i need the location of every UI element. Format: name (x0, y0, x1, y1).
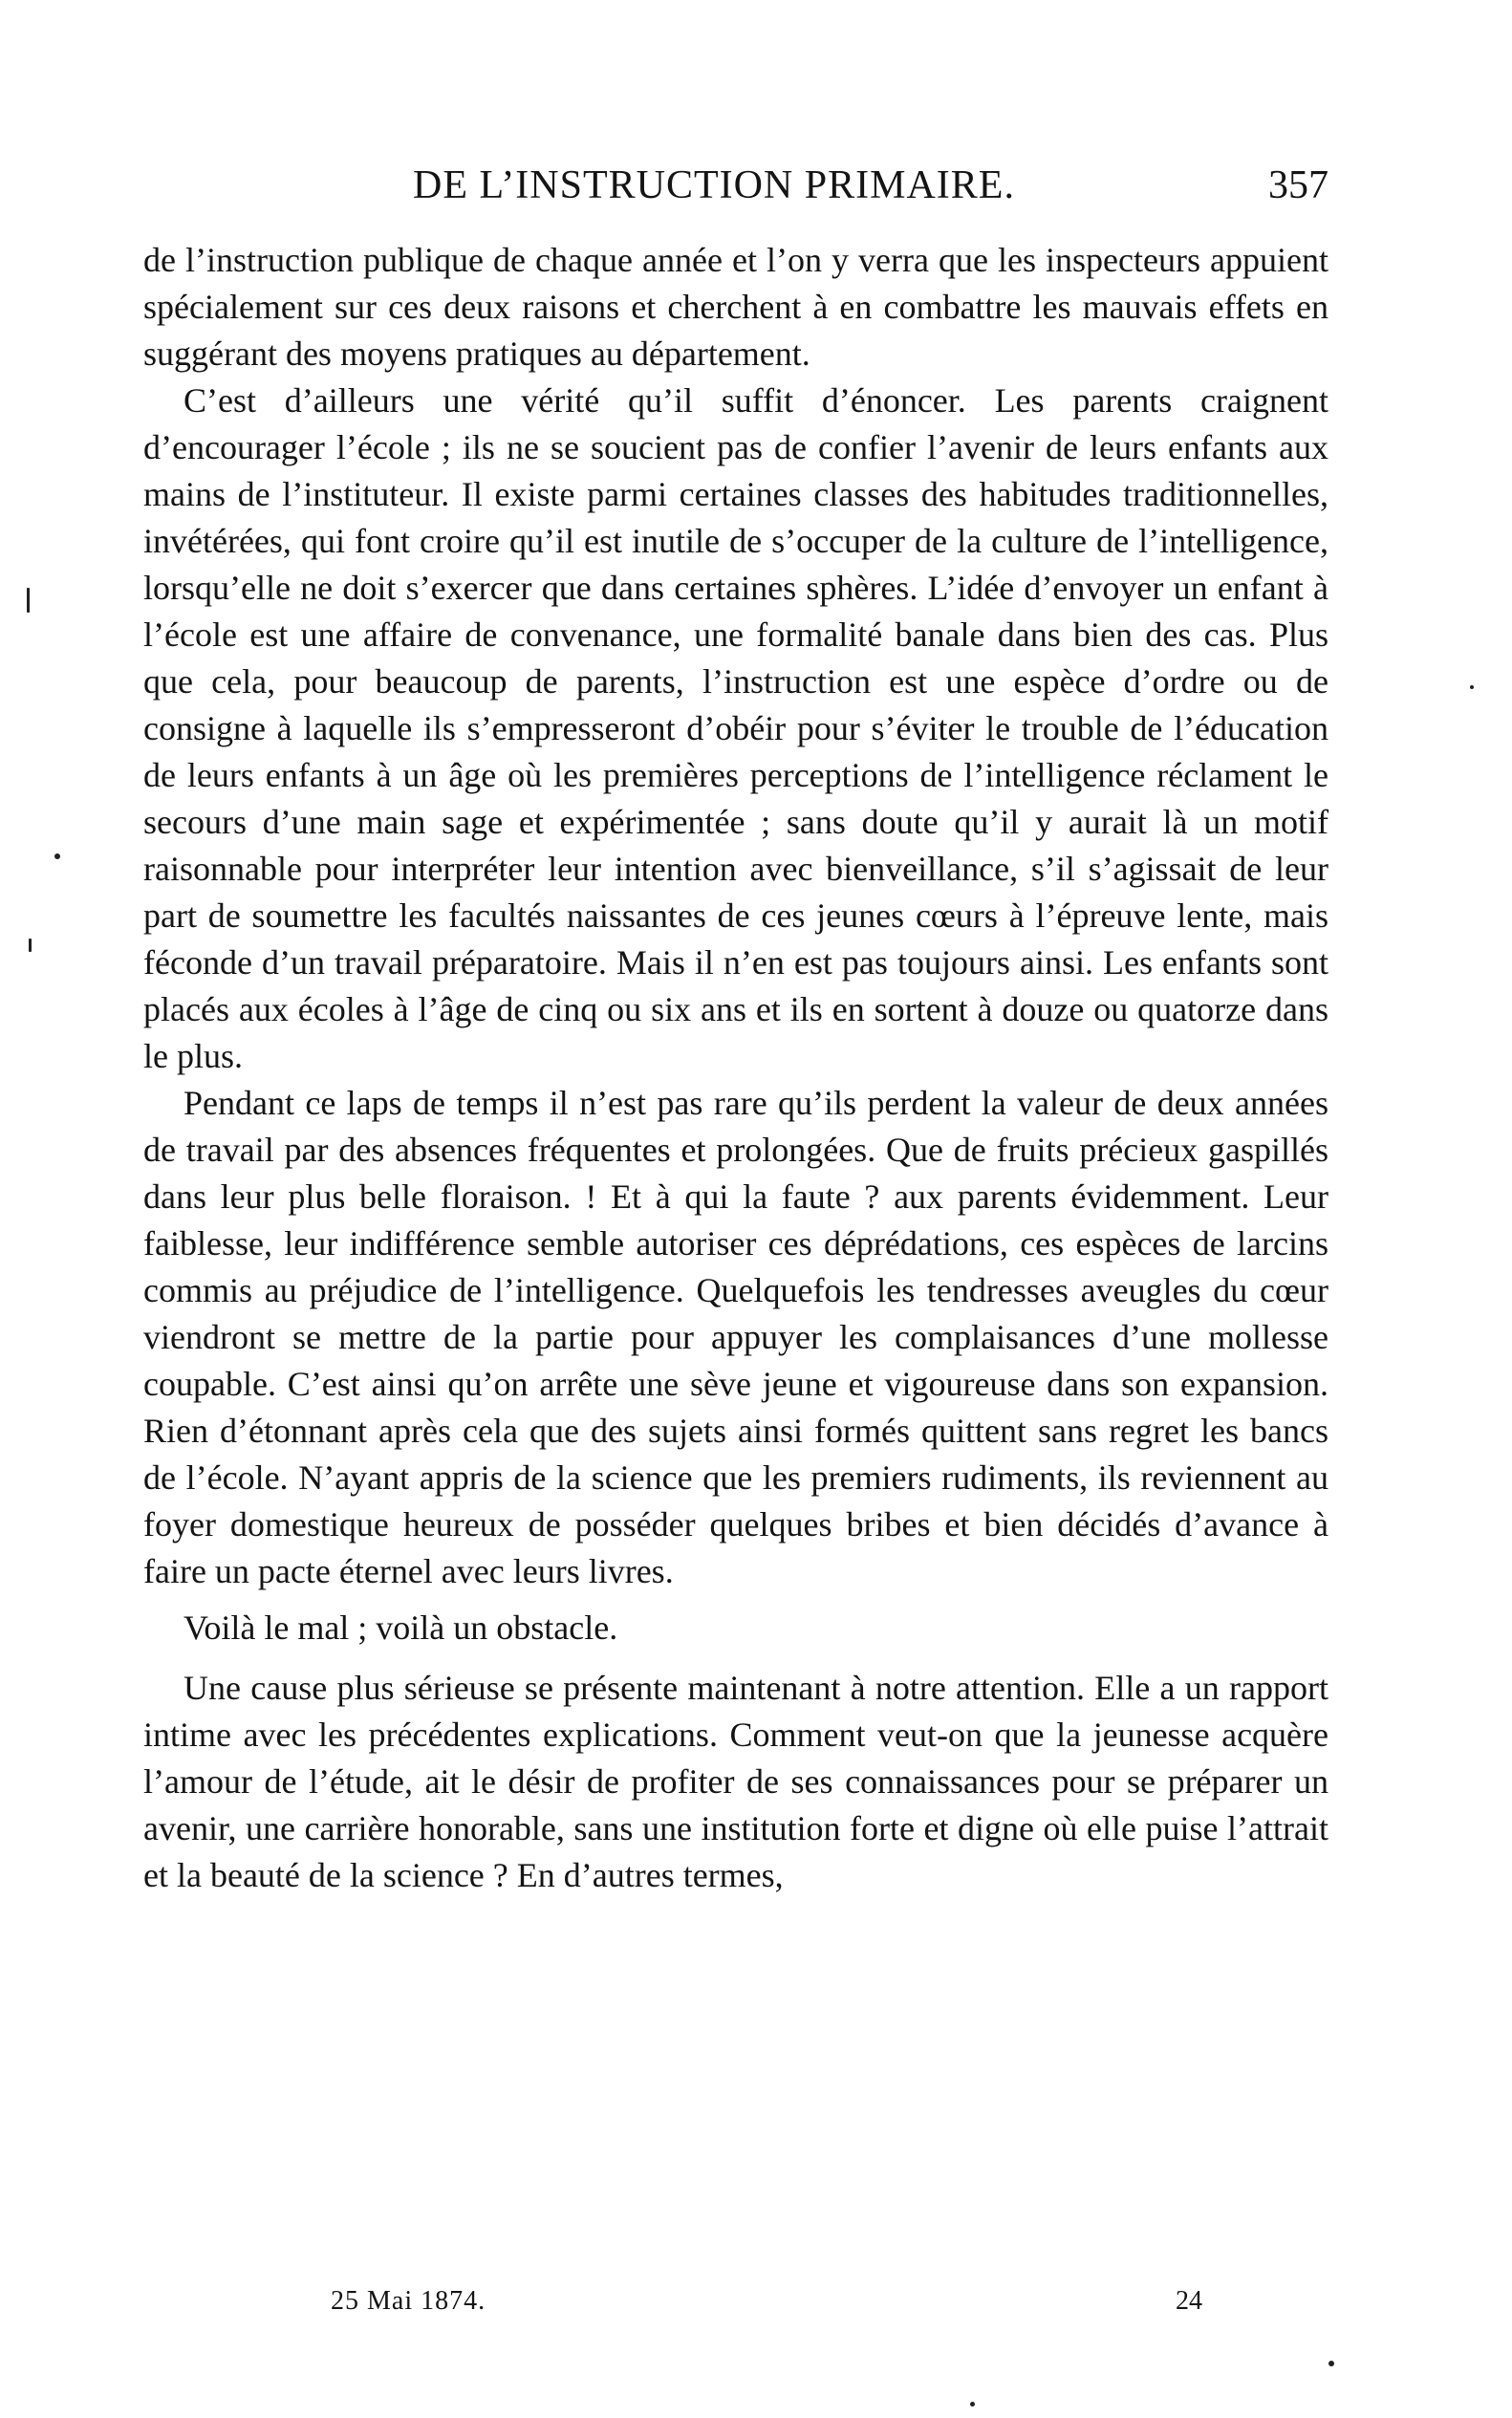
paragraph-absences: Pendant ce laps de temps il n’est pas rare qu’ils perdent la valeur de deux années de travail par des absences fréquentes et prolongées. Que de fruits précieux gaspillés dans leur plus belle floraison. ! Et à qui la faute ? aux parents évidemment. Leur faiblesse, leur indifférence semble autoriser ces déprédations, ces espèces de larcins commis au préjudice de l’intelligence. Quelquefois les tendresses aveugles du cœur viendront se mettre de la partie pour appuyer les complaisances d’une mollesse coupable. C’est ainsi qu’on arrête une sève jeune et vigoureuse dans son expansion. Rien d’étonnant après cela que des sujets ainsi formés quittent sans regret les bancs de l’école. N’ayant appris de la science que les premiers rudiments, ils reviennent au foyer domestique heureux de posséder quelques bribes et bien décidés d’avance à faire un pacte éternel avec leurs livres. (143, 1084, 1328, 1590)
paragraph-cause: Une cause plus sérieuse se présente maintenant à notre attention. Elle a un rapport intime avec les précédentes explications. Comment veut-on que la jeunesse acquère l’amour de l’étude, ait le désir de profiter de ses connaissances pour se préparer un avenir, une carrière honorable, sans une institution forte et digne où elle puise l’attrait et la beauté de la science ? En d’autres termes, (143, 1669, 1328, 1894)
running-head (143, 162, 1328, 220)
printer-signature-line (143, 2286, 1328, 2324)
paragraph-continuation: de l’instruction publique de chaque année et l’on y verra que les inspecteurs appuient spécialement sur ces deux raisons et cherchent à en combattre les mauvais effets en suggérant des moyens pratiques au département. (143, 241, 1328, 373)
scan-speck (54, 853, 60, 859)
paragraph-parents: C’est d’ailleurs une vérité qu’il suffit d’énoncer. Les parents craignent d’encourager l’école ; ils ne se soucient pas de confier l’avenir de leurs enfants aux mains de l’instituteur. Il existe parmi certaines classes des habitudes traditionnelles, invétérées, qui font croire qu’il est inutile de s’occuper de la culture de l’intelligence, lorsqu’elle ne doit s’exercer que dans certaines sphères. L’idée d’envoyer un enfant à l’école est une affaire de convenance, une formalité banale dans bien des cas. Plus que cela, pour beaucoup de parents, l’instruction est une espèce d’ordre ou de consigne à laquelle ils s’empresseront d’obéir pour s’éviter le trouble de l’éducation de leurs enfants à un âge où les premières perceptions de l’intelligence réclament le secours d’une main sage et expérimentée ; sans doute qu’il y aurait là un motif raisonnable pour interpréter leur intention avec bienveillance, s’il s’agissait de leur part de soumettre les facultés naissantes de ces jeunes cœurs à l’épreuve lente, mais féconde d’un travail préparatoire. Mais il n’en est pas toujours ainsi. Les enfants sont placés aux écoles à l’âge de cinq ou six ans et ils en sortent à douze ou quatorze dans le plus. (143, 381, 1328, 1075)
body-text (143, 237, 1328, 1899)
page-number: 357 (1268, 163, 1328, 207)
scan-speck (1470, 685, 1474, 689)
scan-speck (27, 588, 30, 613)
scan-speck (970, 2402, 975, 2407)
scan-speck (29, 939, 32, 952)
signature-number: 24 (1176, 2286, 1202, 2316)
paragraph-obstacle: Voilà le mal ; voilà un obstacle. (184, 1608, 618, 1647)
running-title: DE L’INSTRUCTION PRIMAIRE. (413, 163, 1015, 207)
signature-date: 25 Mai 1874. (331, 2286, 486, 2316)
scan-speck (1328, 2361, 1334, 2366)
